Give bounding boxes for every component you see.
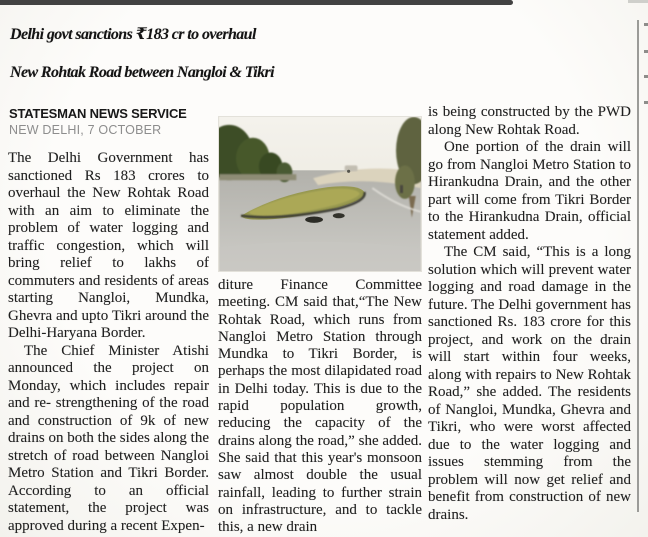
article-paragraph: One portion of the drain will go from Nangloi Metro Station to Hirankudna Drain, and the other part will come from Tikri Border to the Hirankudna Drain, official statement added. [428, 139, 631, 243]
article-column-2 [218, 116, 422, 536]
article-column-1 [8, 150, 209, 535]
article-paragraph: The CM said, “This is a long solution which will prevent water logging and road damage in the future. The Delhi government has sanctioned Rs. 183 crore for this project, and work on the drain will start within four weeks, along with repairs to New Rohtak Road,” she added. The residents of Nangloi, Mundka, Ghevra and Tikri, who were worst affected due to the water logging and issues stemming from the problem will now get relief and benefit from construction of new drains. [428, 244, 631, 523]
headline-line-1: Delhi govt sanctions ₹183 cr to overhaul [10, 26, 256, 43]
scan-edge-smudge [628, 0, 648, 3]
article-column-2-text [218, 277, 422, 536]
article-paragraph: The Chief Minister Atishi announced the project on Monday, which includes repair and re- strengthening of the road and construction of 9k of new drains on both the sides along the stretch of road between Nangloi Metro Station and Tikri Border. According to an official statement, the project was approved during a recent Expen- [8, 342, 209, 534]
article-paragraph: The Delhi Government has sanctioned Rs 183 crores to overhaul the New Rohtak Road with an aim to eliminate the problem of water logging and traffic congestion, which will bring relief to lakhs of commuters and residents of areas starting Nangloi, Mundka, Ghevra and upto Tikri around the Delhi-Haryana Border. [8, 150, 209, 341]
page-edge-text-fragment [644, 75, 648, 78]
byline: STATESMAN NEWS SERVICE [9, 106, 187, 121]
dateline: NEW DELHI, 7 OCTOBER [9, 123, 162, 137]
article-paragraph: diture Finance Committee meeting. CM said that,“The New Rohtak Road, which runs from Nangloi Metro Station through Mundka to Tikri Border, is perhaps the most dilapidated road in Delhi today. This is due to the rapid population growth, reducing the capacity of the drains along the road,” she added. She said that this year's monsoon saw almost double the usual rainfall, leading to further strain on infrastructure, and to tackle this, a new drain [218, 277, 422, 536]
headline-line-2: New Rohtak Road between Nangloi & Tikri [10, 64, 275, 81]
scan-edge-bar [0, 0, 513, 5]
page-edge-text-fragment [644, 23, 648, 26]
article-paragraph: is being constructed by the PWD along New Rohtak Road. [428, 104, 631, 138]
article-column-3 [428, 104, 631, 524]
road-photo [218, 116, 422, 272]
headline [10, 16, 630, 92]
column-rule [637, 20, 639, 512]
page-edge-text-fragment [644, 101, 648, 104]
page-edge-text-fragment [644, 50, 648, 53]
